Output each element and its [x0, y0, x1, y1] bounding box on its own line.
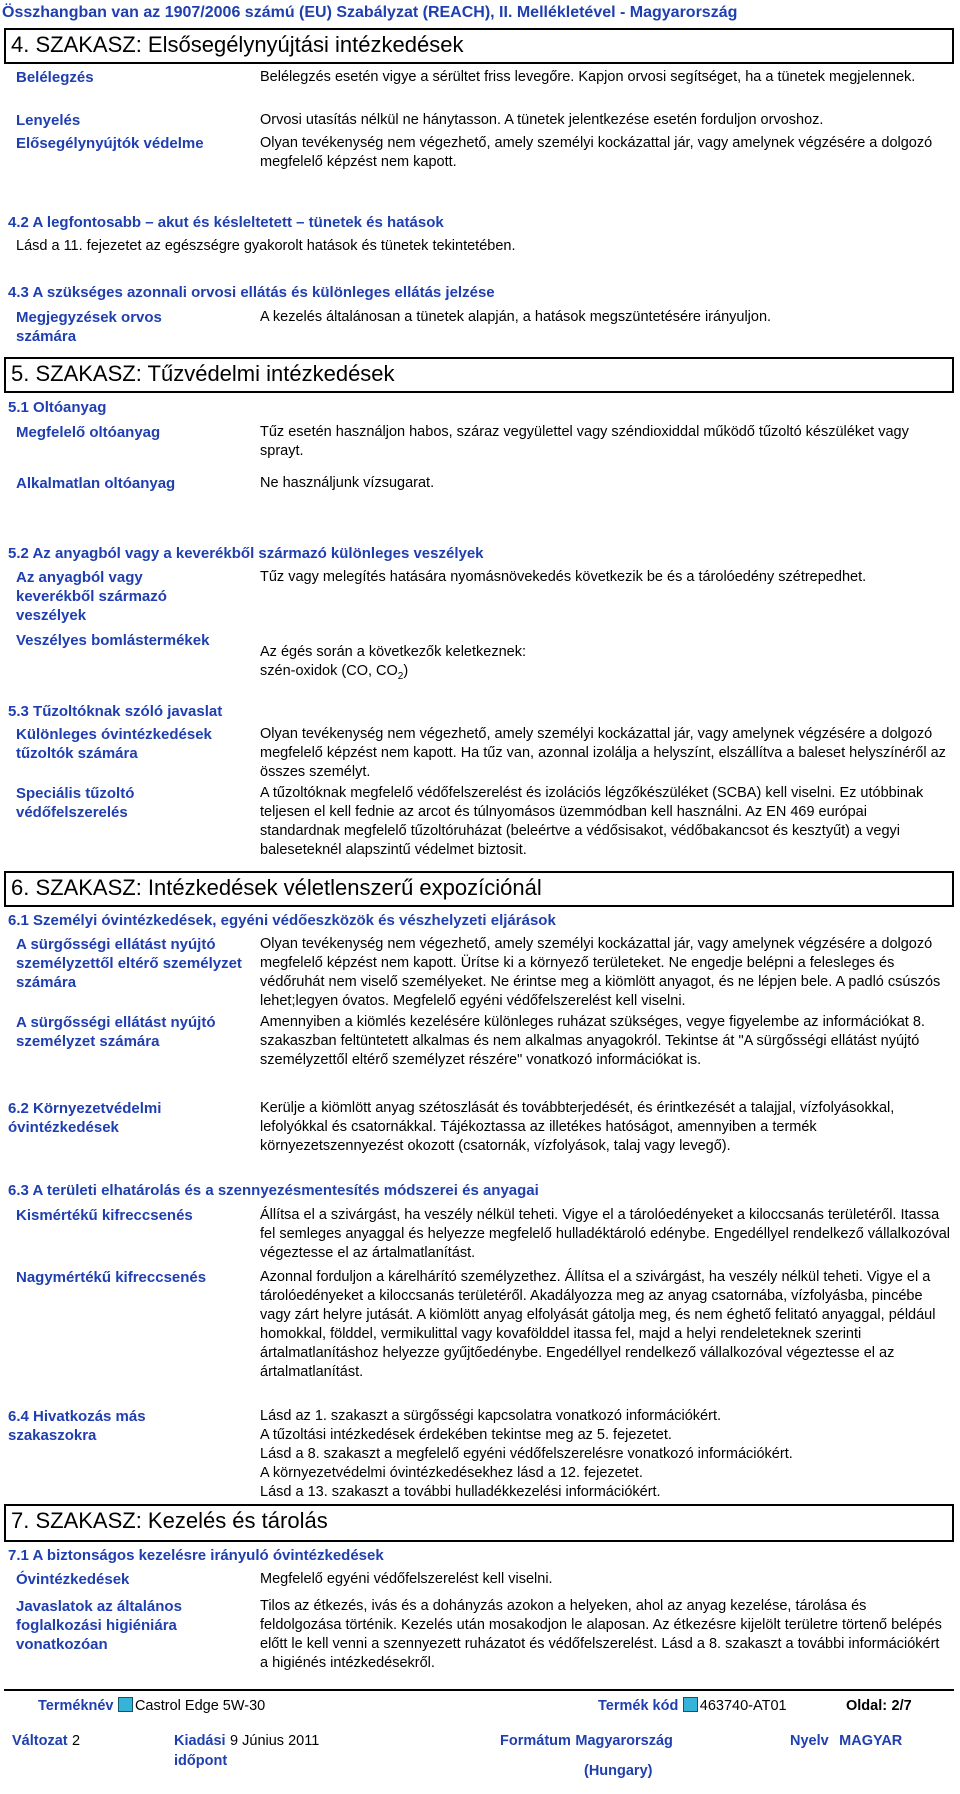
text-4-2: Lásd a 11. fejezetet az egészségre gyakorolt hatások és tünetek tekintetében.	[16, 238, 516, 254]
footer-issue-date: Kiadási 9 Június 2011	[174, 1733, 320, 1749]
footer-issue-date-label2: időpont	[174, 1753, 228, 1769]
label-unsuitable-media: Alkalmatlan oltóanyag	[16, 475, 176, 492]
text-hygiene-advice: Tilos az étkezés, ivás és a dohányzás azokon a helyeken, ahol az anyag kezelése, tárolása és feldolgozása történik. Kezelés után mosakodjon le alaposan. Az étkezésre kijelölt területre törtenő belépés előtt le kell venni a szennyezett ruházatot és védőfelszerelést. Lásd a 8. szakaszt a további információkért a higiénés intézkedésekről.	[260, 1598, 942, 1671]
label-first-aider-protection: Elősegélynyújtók védelme	[16, 135, 204, 152]
footer-format: Formátum Magyarország	[500, 1733, 673, 1749]
footer-divider	[4, 1689, 954, 1691]
label-firefighter-equipment: Speciális tűzoltó védőfelszerelés	[16, 785, 135, 821]
text-emergency-responders: Amennyiben a kiömlés kezelésére különleges ruházat szükséges, vegye figyelembe az információkat 8. szakaszban feltüntetett alkalmas és nem alkalmas anyagokról. Tekintse át "A sürgősségi ellátást nyújtó személyzettől eltérő személyzet részére" vonatkozó információkat is.	[260, 1014, 925, 1068]
text-non-emergency-personnel: Olyan tevékenység nem végezhető, amely személyi kockázattal jár, vagy amelynek végzésére a dolgozó megfelelő képzést nem kapott. Ürítse ki a környező területeket. Ne engedje belépni a felesleges és védőruhát nem viselő személyeket. Ne érintse meg a kiömlött anyagot, és ne lépjen bele. A padló csúszós lehet;legyen óvatos. Megfelelő egyéni védőfelszerelést kell viselni.	[260, 936, 941, 1009]
text-decomposition-products-line2: szén-oxidok (CO, $CO_2$)	[260, 663, 409, 682]
label-inhalation: Belélegzés	[16, 69, 94, 86]
label-ingestion: Lenyelés	[16, 112, 81, 129]
label-precautions: Óvintézkedések	[16, 1571, 130, 1588]
subsection-5-2-title: 5.2 Az anyagból vagy a keverékből származó különleges veszélyek	[8, 545, 484, 562]
text-precautions: Megfelelő egyéni védőfelszerelést kell viselni.	[260, 1571, 553, 1587]
section-4-title: 4. SZAKASZ: Elsősegélynyújtási intézkedések	[4, 28, 954, 64]
label-decomposition-products: Veszélyes bomlástermékek	[16, 632, 210, 649]
footer-language: Nyelv MAGYAR	[790, 1733, 903, 1749]
label-firefighter-precautions: Különleges óvintézkedések tűzoltók számára	[16, 726, 212, 762]
text-small-spill: Állítsa el a szivárgást, ha veszély nélkül teheti. Vigye el a tárolóedényeket a kiloccsanás területéről. Itassa fel semleges anyaggal és helyezze megfelelő hulladéktároló edénybe. Engedéllyel rendelkező vállalkozóval végeztesse el az ártalmatlanítást.	[260, 1207, 950, 1261]
text-first-aider-protection: Olyan tevékenység nem végezhető, amely személyi kockázattal jár, vagy amelynek végzésére a dolgozó megfelelő képzést nem kapott.	[260, 135, 933, 170]
footer-product-code: Termék kód 463740-AT01	[598, 1698, 787, 1714]
label-large-spill: Nagymértékű kifreccsenés	[16, 1269, 207, 1286]
text-notes-for-doctor: A kezelés általánosan a tünetek alapján, a hatások megszüntetésére irányuljon.	[260, 309, 772, 325]
label-special-hazards: Az anyagból vagy keverékből származó veszélyek	[16, 569, 167, 624]
subsection-5-3-title: 5.3 Tűzoltóknak szóló javaslat	[8, 703, 223, 720]
subsection-5-1-title: 5.1 Oltóanyag	[8, 399, 107, 416]
label-hygiene-advice: Javaslatok az általános foglalkozási higiéniára vonatkozóan	[16, 1598, 182, 1653]
label-6-2-environmental: 6.2 Környezetvédelmi óvintézkedések	[8, 1100, 162, 1136]
label-non-emergency-personnel: A sürgősségi ellátást nyújtó személyzettől eltérő személyzet számára	[16, 936, 242, 991]
text-firefighter-equipment: A tűzoltóknak megfelelő védőfelszerelést és izolációs légzőkészüléket (SCBA) kell viselni. Ez utóbbinak teljesen el kell fednie az arcot és túlnyomásos üzemmódban kell használni. Az EN 469 európai standardnak megfelelő tűzoltóruházat (beleértve a védősisakot, védőbakancsot és kesztyűt) a vegyi baleseteknél alapszintű védelmet biztosit.	[260, 785, 924, 858]
label-suitable-media: Megfelelő oltóanyag	[16, 424, 161, 441]
label-notes-for-doctor: Megjegyzések orvos számára	[16, 309, 162, 345]
text-6-2-environmental: Kerülje a kiömlött anyag szétoszlását és továbbterjedését, és érintkezését a talajjal, vízfolyásokkal, lefolyókkal és csatornákkal. Tájékoztassa az illetékes hatóságot, amennyiben a termék környezetszennyezést okozott (csatornák, vízfolyások, talaj vagy levegő).	[260, 1100, 895, 1154]
text-decomposition-products-line1: Az égés során a következők keletkeznek:	[260, 644, 526, 660]
label-6-4-references: 6.4 Hivatkozás más szakaszokra	[8, 1408, 146, 1444]
document-header: Összhangban van az 1907/2006 számú (EU) Szabályzat (REACH), II. Mellékletével - Magyarország	[2, 4, 738, 21]
subsection-6-3-title: 6.3 A területi elhatárolás és a szennyezésmentesítés módszerei és anyagai	[8, 1182, 539, 1199]
text-inhalation: Belélegzés esetén vigye a sérültet friss levegőre. Kapjon orvosi segítséget, ha a tünetek megjelennek.	[260, 69, 916, 85]
section-5-title: 5. SZAKASZ: Tűzvédelmi intézkedések	[4, 357, 954, 393]
field-marker-icon	[683, 1697, 698, 1712]
footer-product-name: Terméknév Castrol Edge 5W-30	[38, 1698, 266, 1714]
section-6-title: 6. SZAKASZ: Intézkedések véletlenszerű expozíciónál	[4, 871, 954, 907]
field-marker-icon	[118, 1697, 133, 1712]
footer-format-value2: (Hungary)	[584, 1763, 653, 1779]
footer-version: Változat 2	[12, 1733, 81, 1749]
label-small-spill: Kismértékű kifreccsenés	[16, 1207, 193, 1224]
subsection-6-1-title: 6.1 Személyi óvintézkedések, egyéni védőeszközök és vészhelyzeti eljárások	[8, 912, 556, 929]
text-unsuitable-media: Ne használjunk vízsugarat.	[260, 475, 435, 491]
text-6-4-references: Lásd az 1. szakaszt a sürgősségi kapcsolatra vonatkozó információkért. A tűzoltási intézkedések érdekében tekintse meg az 5. fejezetet. Lásd a 8. szakaszt a megfelelő egyéni védőfelszerelésre vonatkozó információkért. A környezetvédelmi óvintézkedésekhez lásd a 12. fejezetet. Lásd a 13. szakaszt a további hulladékkezelési információkért.	[260, 1408, 793, 1500]
label-emergency-responders: A sürgősségi ellátást nyújtó személyzet számára	[16, 1014, 216, 1050]
text-suitable-media: Tűz esetén használjon habos, száraz vegyülettel vagy széndioxiddal működő tűzoltó készüléket vagy sprayt.	[260, 424, 909, 459]
subsection-4-2-title: 4.2 A legfontosabb – akut és késleltetett – tünetek és hatások	[8, 214, 444, 231]
text-large-spill: Azonnal forduljon a kárelhárító személyzethez. Állítsa el a szivárgást, ha veszély nélkül teheti. Vigye el a tárolóedényeket a kiloccsanás területéről. Akadályozza meg az anyag csatornába, vízfolyásba, pincébe vagy zárt helyre jutását. A kiömlött anyag elfolyását gátolja meg, és nem éghető felitató anyaggal, például homokkal, földdel, vermikulittal vagy kovafölddel itassa fel, majd a helyi rendeleteknek szerinti ártalmatlanításhoz helyezze gyűjtőedénybe. Engedéllyel rendelkező vállalkozóval végeztesse el az ártalmatlanítást.	[260, 1269, 936, 1380]
text-ingestion: Orvosi utasítás nélkül ne hánytasson. A tünetek jelentkezése esetén forduljon orvoshoz.	[260, 112, 824, 128]
subsection-4-3-title: 4.3 A szükséges azonnali orvosi ellátás és különleges ellátás jelzése	[8, 284, 495, 301]
section-7-title: 7. SZAKASZ: Kezelés és tárolás	[4, 1504, 954, 1542]
footer-page: Oldal: 2/7	[846, 1698, 912, 1714]
text-special-hazards: Tűz vagy melegítés hatására nyomásnövekedés következik be és a tárolóedény szétrepedhet.	[260, 569, 867, 585]
subsection-7-1-title: 7.1 A biztonságos kezelésre irányuló óvintézkedések	[8, 1547, 384, 1564]
text-firefighter-precautions: Olyan tevékenység nem végezhető, amely személyi kockázattal jár, vagy amelynek végzésére a dolgozó megfelelő képzést nem kapott. Ha tűz van, azonnal izolálja a helyszínt, elszállítva a baleset helyszínéről az összes személyt.	[260, 726, 946, 780]
